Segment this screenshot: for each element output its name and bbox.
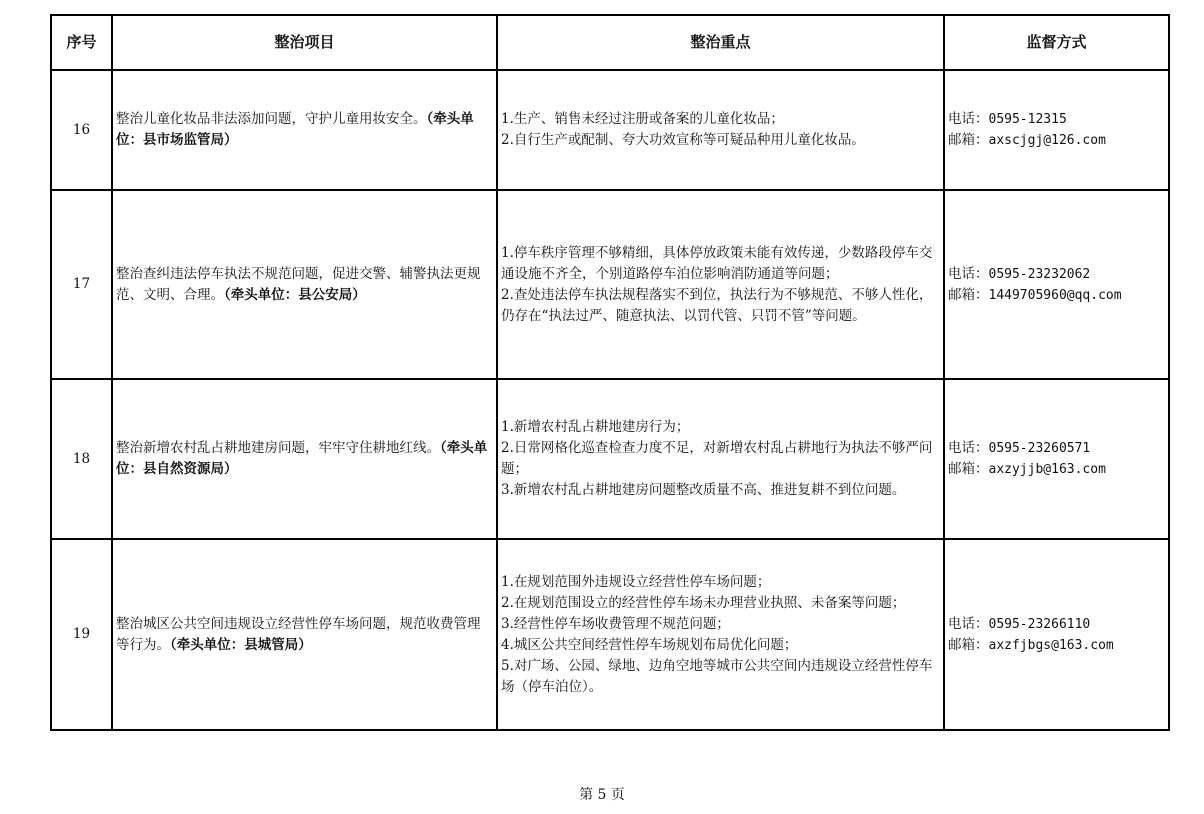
- page-number: 第 5 页: [579, 787, 625, 803]
- header-supervision: 监督方式: [944, 15, 1169, 70]
- row-focus: [497, 190, 944, 379]
- lead-unit: （牵头单位：县城管局）: [170, 636, 312, 653]
- focus-point: 3.经营性停车场收费管理不规范问题；: [501, 615, 730, 632]
- email-line: [948, 130, 1165, 151]
- table-row: [51, 539, 1169, 730]
- row-item: [112, 379, 497, 539]
- email-address[interactable]: 1449705960@qq.com: [988, 287, 1122, 303]
- email-line: [948, 285, 1165, 306]
- phone-label: 电话：: [948, 440, 989, 456]
- lead-unit: （牵头单位：县公安局）: [224, 286, 366, 303]
- phone-line: [948, 264, 1165, 285]
- email-address[interactable]: axzfjbgs@163.com: [988, 637, 1114, 653]
- table-header-row: [51, 15, 1169, 70]
- phone-label: 电话：: [948, 265, 989, 282]
- email-address[interactable]: axscjgj@126.com: [988, 133, 1106, 148]
- item-text: 整治新增农村乱占耕地建房问题，牢牢守住耕地红线。: [116, 440, 440, 456]
- row-focus: [497, 379, 944, 539]
- focus-point: 1.新增农村乱占耕地建房行为；: [501, 419, 690, 435]
- focus-point: 1.停车秩序管理不够精细，具体停放政策未能有效传递，少数路段停车交通设施不齐全，个别道路停车泊位影响消防通道等问题；: [501, 244, 933, 282]
- rectification-table: [50, 14, 1170, 731]
- focus-point: 1.生产、销售未经过注册或备案的儿童化妆品；: [501, 111, 784, 127]
- row-num: 19: [51, 539, 112, 730]
- row-num: 16: [51, 70, 112, 190]
- focus-point: 2.日常网格化巡查检查力度不足，对新增农村乱占耕地行为执法不够严问题；: [501, 440, 933, 477]
- phone-label: 电话：: [948, 615, 989, 632]
- item-text: 整治儿童化妆品非法添加问题，守护儿童用妆安全。: [116, 111, 427, 127]
- focus-point: 2.查处违法停车执法规程落实不到位，执法行为不够规范、不够人性化，仍存在“执法过严、随意执法、以罚代管、只罚不管”等问题。: [501, 286, 933, 324]
- item-text: 整治城区公共空间违规设立经营性停车场问题，规范收费管理等行为。: [116, 615, 481, 653]
- focus-point: 1.在规划范围外违规设立经营性停车场问题；: [501, 573, 771, 590]
- row-contact: [944, 539, 1169, 730]
- header-focus: 整治重点: [497, 15, 944, 70]
- row-contact: [944, 70, 1169, 190]
- table-row: [51, 70, 1169, 190]
- phone-line: [948, 109, 1165, 130]
- email-line: [948, 459, 1165, 480]
- email-line: [948, 635, 1165, 656]
- email-label: 邮箱：: [948, 636, 989, 653]
- item-text: 整治查纠违法停车执法不规范问题，促进交警、辅警执法更规范、文明、合理。: [116, 265, 481, 303]
- focus-point: 2.在规划范围设立的经营性停车场未办理营业执照、未备案等问题；: [501, 594, 906, 611]
- phone-number: 0595-23232062: [988, 266, 1091, 282]
- row-item: [112, 70, 497, 190]
- phone-line: [948, 614, 1165, 635]
- email-label: 邮箱：: [948, 132, 989, 148]
- focus-point: 5.对广场、公园、绿地、边角空地等城市公共空间内违规设立经营性停车场（停车泊位）。: [501, 657, 933, 695]
- phone-label: 电话：: [948, 111, 989, 127]
- lead-unit: （牵头单位：县自然资源局）: [116, 440, 488, 477]
- phone-number: 0595-12315: [988, 112, 1067, 127]
- row-focus: [497, 70, 944, 190]
- lead-unit: （牵头单位：县市场监管局）: [116, 111, 474, 148]
- focus-point: 3.新增农村乱占耕地建房问题整改质量不高、推进复耕不到位问题。: [501, 482, 906, 498]
- header-num: 序号: [51, 15, 112, 70]
- table-row: [51, 379, 1169, 539]
- row-item: [112, 190, 497, 379]
- row-num: 17: [51, 190, 112, 379]
- header-item: 整治项目: [112, 15, 497, 70]
- row-num: 18: [51, 379, 112, 539]
- email-address[interactable]: axzyjjb@163.com: [988, 462, 1106, 477]
- row-contact: [944, 190, 1169, 379]
- table-row: [51, 190, 1169, 379]
- phone-number: 0595-23260571: [988, 441, 1091, 456]
- row-focus: [497, 539, 944, 730]
- row-item: [112, 539, 497, 730]
- phone-number: 0595-23266110: [988, 616, 1091, 632]
- focus-point: 4.城区公共空间经营性停车场规划布局优化问题；: [501, 636, 798, 653]
- email-label: 邮箱：: [948, 286, 989, 303]
- focus-point: 2.自行生产或配制、夸大功效宣称等可疑品种用儿童化妆品。: [501, 132, 865, 148]
- phone-line: [948, 438, 1165, 459]
- row-contact: [944, 379, 1169, 539]
- email-label: 邮箱：: [948, 461, 989, 477]
